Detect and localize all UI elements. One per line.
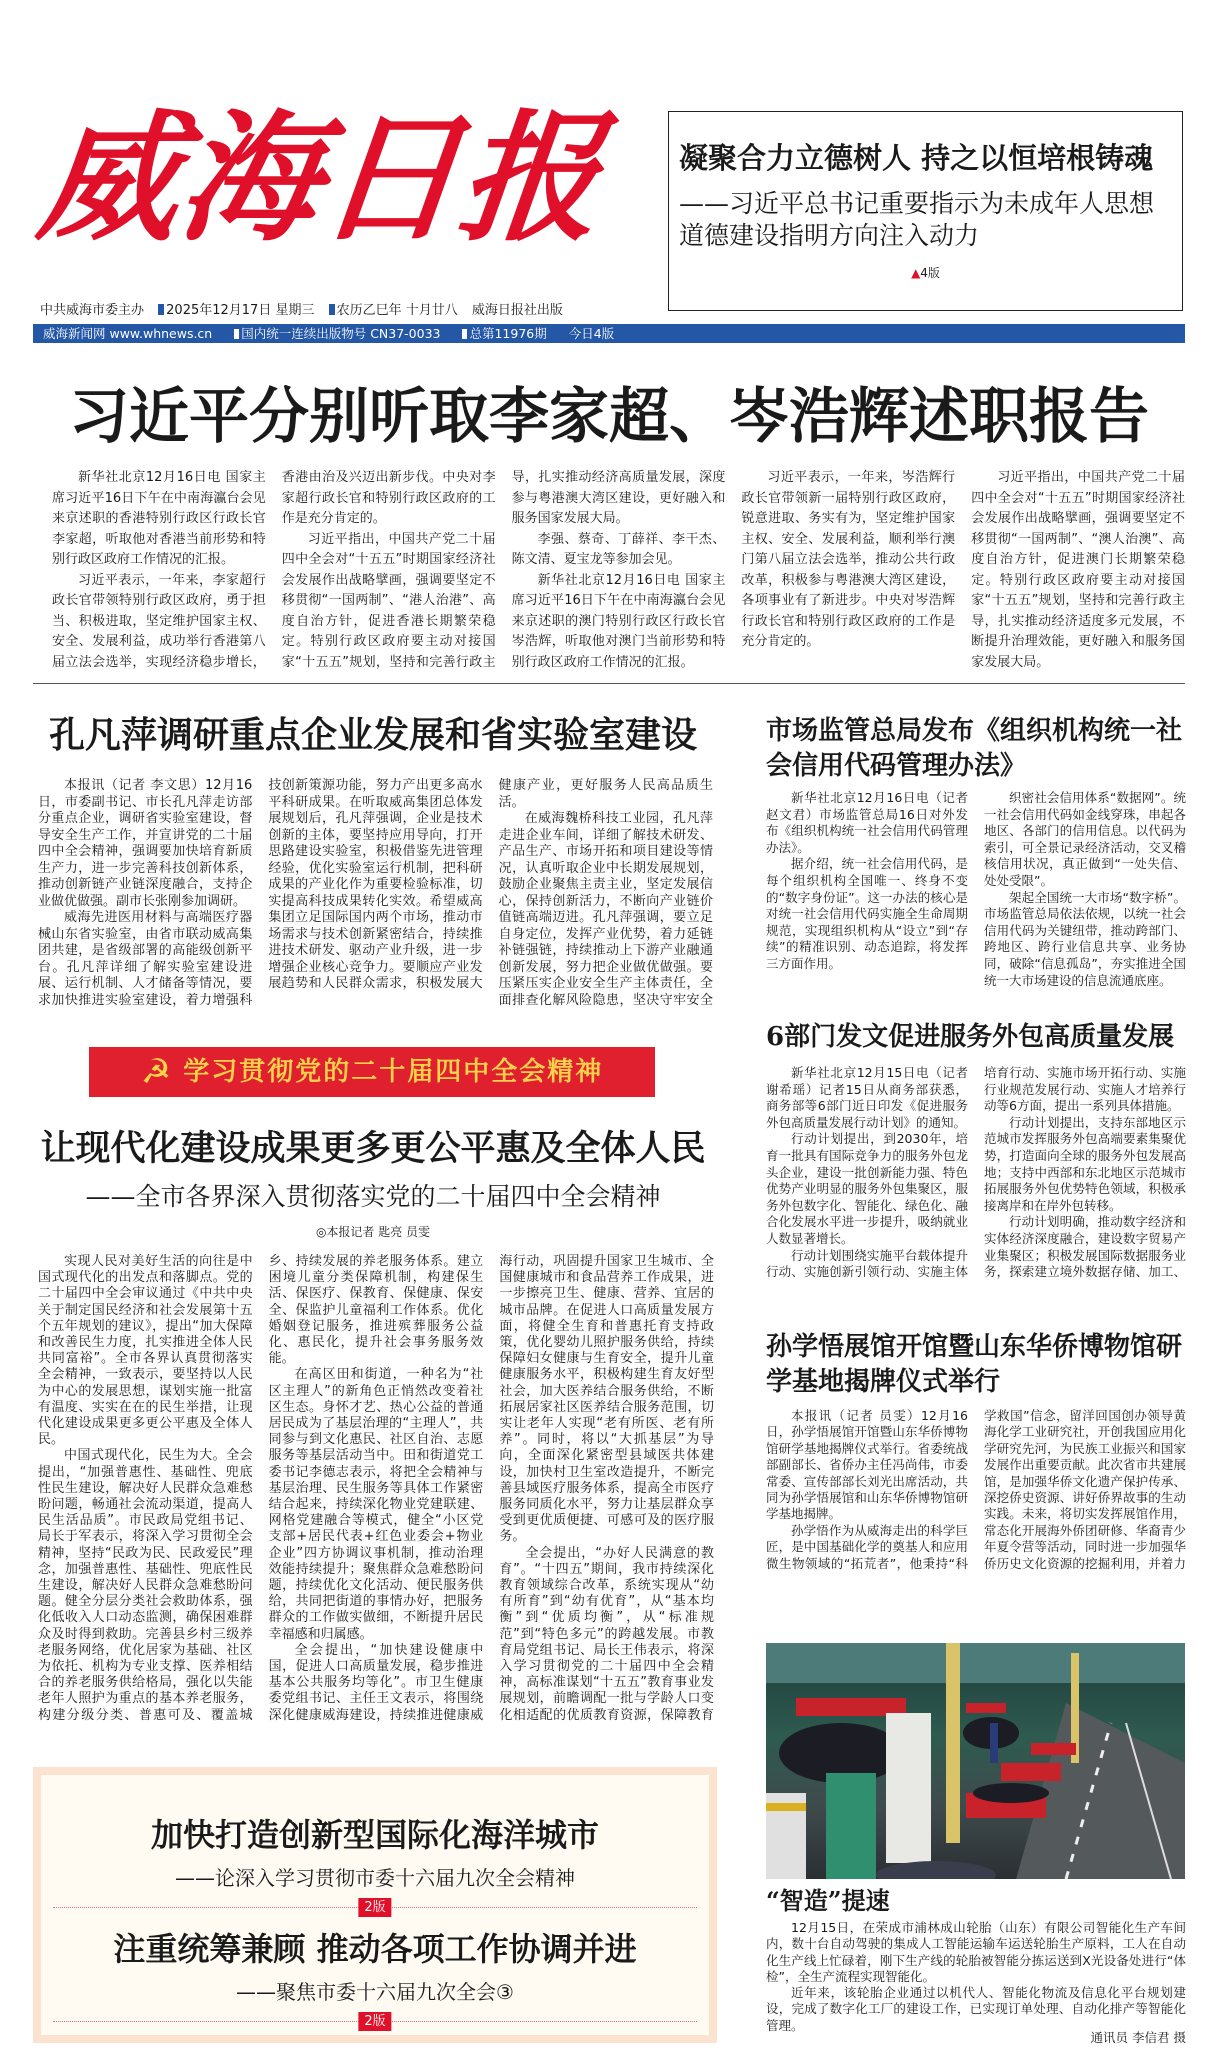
page-tag[interactable]: 2版	[358, 2012, 391, 2031]
page-tag[interactable]: 2版	[358, 1898, 391, 1917]
paragraph: 在威海魏桥科技工业园，孔凡萍走进企业车间，详细了解技术研发、产品生产、市场开拓和项目建设等情况，认真听取企业中长期发展规划，鼓励企业聚焦主责主业，坚定发展信心，保持创新活力，不断向产业链价值链高端迈进。孔凡萍强调，要立足自身定位，发挥产业优势，着力延链补链强链，持续推动上下游产业融通创新发展，努力把企业做优做强。要压紧压实企业安全生产主体责任，全面排查化解风险隐患，坚决守牢安全	[498, 811, 713, 1008]
website-link[interactable]: 威海新闻网 www.whnews.cn	[43, 326, 213, 341]
museum-headline[interactable]: 孙学悟展馆开馆暨山东华侨博物馆研学基地揭牌仪式举行	[766, 1332, 1183, 1397]
kong-article-body	[38, 778, 713, 1010]
paragraph: 全会提出，“加快建设健康中国，促进人口高质量发展，稳步推进基本公共服务均等化”。市卫生健康委党组书记、主任王文表示，将围绕深化健康威海建设，持续推进健康威海行动，巩固提升国家卫生城市、全国健康城市和食品营养工作成果，进一步擦亮卫生、健康、营养、宜居的城市品牌。在促进人口高质量发展方面，将健全生育和普惠托育支持政策，优化婴幼儿照护服务供给，持续保障妇女健康与生育安全，提升儿童健康服务水平，积极构建生育友好型社会，加大医养结合服务供给，不断拓展居家社区医养结合服务范围，切实让老年人实现“老有所医、老有所养”。同时，将以“大抓基层”为导向，全面深化紧密型县域医共体建设，加快村卫生室改造提升，不断完善县域医疗服务体系，提高全市医疗服务同质化水平，努力让基层群众享受到更优质便捷、可感可及的医疗服务。	[268, 1254, 714, 1723]
paragraph: 全会提出，“办好人民满意的教育”。“十四五”期间，我市持续深化教育领域综合改革，系统实现从“幼有所育”到“幼有优育”，从“基本均衡”到“优质均衡”，从“标准规范”到“特色多元”的跨越发展。市教育局党组书记、局长王伟表示，将深入学习贯彻党的二十届四中全会精神，高标准谋划“十五五”教育事业发展规划，前瞻调配一批与学龄人口变化相适配的优质教育资源，保障教育	[499, 1545, 714, 1723]
party-banner	[89, 1047, 655, 1097]
paragraph: 习近平表示，一年来，岑浩辉行政长官带领新一届特别行政区政府，锐意进取、务实有为，坚定维护国家主权、安全、发展利益，顺利举行澳门第八届立法会选举，推动公共行政改革，积极参与粤港澳大湾区建设，各项事业有了新进步。中央对岑浩辉行政长官和特别行政区政府的工作是充分肯定的。	[741, 470, 956, 649]
factory-photo-illustration	[766, 1643, 1185, 1879]
paragraph: 习近平表示，一年来，李家超行政长官带领特别行政区政府，勇于担当、积极进取，坚定维护国家主权、安全、发展利益，成功举行香港第八届立法会选举，实现经济稳步增长，香港由治及兴迈出新步伐。中央对李家超行政长官和特别行政区政府的工作是充分肯定的。	[52, 470, 496, 670]
market-article-body	[766, 790, 1186, 990]
paragraph: 新华社北京12月15日电（记者谢希瑶）记者15日从商务部获悉，商务部等6部门近日印发《促进服务外包高质量发展行动计划》的通知。	[766, 1065, 968, 1130]
feature-byline: ◎本报记者 匙亮 员雯	[315, 1225, 431, 1239]
hammer-sickle-icon: ☭	[140, 1052, 174, 1092]
paragraph: 行动计划围绕实施平台载体提升行动、实施创新引领行动、实施主体培育行动、实施市场开拓行动、实施行业规范发展行动、实施人才培养行动等6方面，提出一系列具体措施。	[766, 1065, 1186, 1280]
paragraph: 习近平指出，中国共产党二十届四中全会对“十五五”时期国家经济社会发展作出战略擘画，强调要坚定不移贯彻“一国两制”、“港人治港”、高度自治方针，促进香港长期繁荣稳定。特别行政区政府要主动对接国家“十五五”规划，坚持和完善行政主导，扎实推动经济高质量发展，深度参与粤港澳大湾区建设，更好融入和服务国家发展大局。	[281, 470, 726, 670]
paragraph: 本报讯（记者 李文思）12月16日，市委副书记、市长孔凡萍走访部分重点企业，调研省实验室建设，督导安全生产工作，并宣讲党的二十届四中全会精神，强调要加快培育新质生产力，进一步完善科技创新体系，推动创新链产业链深度融合，支持企业做优做强。副市长张刚参加调研。	[38, 778, 253, 909]
market-headline[interactable]: 市场监管总局发布《组织机构统一社会信用代码管理办法》	[766, 716, 1183, 781]
newspaper-logo: 威海日报	[31, 97, 609, 261]
paragraph: 实现人民对美好生活的向往是中国式现代化的出发点和落脚点。党的二十届四中全会审议通过《中共中央关于制定国民经济和社会发展第十五个五年规划的建议》，提出“加大保障和改善民生力度，扎实推进全体人民共同富裕”。全市各界认真贯彻落实全会精神，一致表示，要坚持以人民为中心的发展思想，谋划实施一批富有温度、实实在在的民生举措，让现代化建设成果更多更公平惠及全体人民。	[38, 1254, 253, 1448]
feature-article-body	[38, 1254, 714, 1726]
paragraph: 本报讯（记者 员雯）12月16日，孙学悟展馆开馆暨山东华侨博物馆研学基地揭牌仪式举行。省委统战部副部长、省侨办主任冯尚伟，市委常委、宣传部部长刘光出席活动，共同为孙学悟展馆和山东华侨博物馆研学基地揭牌。	[766, 1408, 968, 1522]
paragraph: 行动计划明确，推动数字经济和实体经济深度融合，建设数字贸易产业集聚区；积极发展国际数据服务业务，探索建立境外数据存储、加工、	[984, 1214, 1186, 1280]
publisher: 威海日报社出版	[471, 303, 563, 318]
masthead-info	[40, 303, 573, 319]
paragraph: 习近平指出，中国共产党二十届四中全会对“十五五”时期国家经济社会发展作出战略擘画，强调要坚定不移贯彻“一国两制”、“澳人治澳”、高度自治方针，促进澳门长期繁荣稳定。特别行政区政府要主动对接国家“十五五”规划，坚持和完善行政主导，扎实推动经济适度多元发展，不断提升治理效能，更好融入和服务国家发展大局。	[971, 470, 1185, 670]
page-reference[interactable]: ▲4版	[911, 266, 940, 280]
divider	[33, 683, 1185, 684]
paragraph: 孙学悟作为从威海走出的科学巨匠，是中国基础化学的奠基人和应用微生物领域的“拓荒者”，他秉持“科学救国”信念，留洋回国创办领导黄海化学工业研究社，开创我国应用化学研究先河，为民族工业振兴和国家发展作出重要贡献。此次省市共建展馆，是加强华侨文化遗产保护传承、深挖侨史资源、讲好侨界故事的生动实践。未来，将切实发挥展馆作用，常态化开展海外侨团研修、华裔青少年夏令营等活动，同时进一步加强华侨历史文化资源的挖掘利用，并着力	[766, 1408, 1186, 1571]
banner-text: 学习贯彻党的二十届四中全会精神	[183, 1057, 604, 1087]
issue-number: 总第11976期	[462, 326, 546, 341]
paragraph: 行动计划提出，到2030年，培育一批具有国际竞争力的服务外包龙头企业，建设一批创新能力强、特色优势产业明显的服务外包集聚区，服务外包数字化、智能化、绿色化、融合化发展水平进一步提升，吸纳就业人数显著增长。	[766, 1131, 968, 1246]
factory-photo	[766, 1643, 1185, 1879]
paragraph: 新华社北京12月16日电 国家主席习近平16日下午在中南海瀛台会见来京述职的香港特别行政区行政长官李家超，听取他对香港当前形势和特别行政区政府工作情况的汇报。	[52, 470, 266, 567]
triangle-icon: ▲	[911, 266, 921, 280]
feature-subtitle: ——全市各界深入贯彻落实党的二十届四中全会精神	[85, 1182, 661, 1211]
issue-date: 2025年12月17日 星期三	[158, 303, 314, 318]
outsourcing-article-body	[766, 1065, 1186, 1297]
sponsor: 中共威海市委主办	[40, 303, 145, 318]
paragraph: 威海先进医用材料与高端医疗器械山东省实验室，由省市联动威高集团共建，是省级部署的高能级创新平台。孔凡萍详细了解实验室建设进展、运行机制、人才储备等情况，要求加快推进实验室建设，着力增强科技创新策源功能，努力产出更多高水平科研成果。在听取威高集团总体发展规划后，孔凡萍强调，企业是技术创新的主体，要坚持应用导向，打开思路建设实验室，积极借鉴先进管理经验，优化实验室运行机制，把科研成果的产业化作为重要检验标准，切实提高科技成果转化实效。希望威高集团立足国际国内两个市场，推动市场需求与技术创新紧密结合，持续推进技术研发、驱动产业升级，进一步增强企业核心竞争力。要顺应产业发展趋势和人民群众需求，积极发展大健康产业，更好服务人民高品质生活。	[38, 778, 713, 1008]
feature-headline[interactable]: 让现代化建设成果更多更公平惠及全体人民	[40, 1128, 706, 1169]
paragraph: 据介绍，统一社会信用代码，是每个组织机构全国唯一、终身不变的“数字身份证”。这一办法的核心是对统一社会信用代码实施全生命周期规范，实现组织机构从“设立”到“存续”的精准识别、动态追踪，将发挥三方面作用。	[766, 856, 968, 971]
top-story-title: 凝聚合力立德树人 持之以恒培根铸魂	[679, 141, 1154, 175]
paragraph: 架起全国统一大市场“数字桥”。市场监管总局依法依规，以统一社会信用代码为关键纽带，推动跨部门、跨地区、跨行业信息共享、业务协同，破除“信息孤岛”，夯实推进全国统一大市场建设的信息流通底座。	[984, 889, 1186, 988]
paragraph: 中国式现代化，民生为大。全会提出，“加强普惠性、基础性、兜底性民生建设，解决好人民群众急难愁盼问题，畅通社会流动渠道，提高人民生活品质”。市民政局党组书记、局长于军表示，将深入学习贯彻全会精神，坚持“民政为民、民政爱民”理念，加强普惠性、基础性、兜底性民生建设，解决好人民群众急难愁盼问题。健全分层分类社会救助体系，强化低收入人口动态监测，确保困难群众及时得到救助。完善县乡村三级养老服务网络，优化居家为基础、社区为依托、机构为专业支撑、医养相结合的养老服务供给格局，强化以失能老年人照护为重点的基本养老服务，构建分级分类、普惠可及、覆盖城乡、持续发展的养老服务体系。建立困境儿童分类保障机制，构建保生活、保医疗、保教育、保健康、保安全、保监护儿童福利工作体系。优化婚姻登记服务，推进殡葬服务公益化、惠民化，提升社会事务服务效能。	[38, 1254, 484, 1723]
caption-paragraph: 近年来，该轮胎企业通过以机代人、智能化物流及信息化平台规划建设，完成了数字化工厂的建设工作，已实现订单处理、自动化排产等智能化管理。	[766, 1985, 1186, 2033]
outsourcing-headline[interactable]: 6部门发文促进服务外包高质量发展	[766, 1022, 1175, 1052]
kong-headline[interactable]: 孔凡萍调研重点企业发展和省实验室建设	[48, 714, 697, 756]
paragraph: 李强、蔡奇、丁薛祥、李干杰、陈文清、夏宝龙等参加会见。	[511, 531, 726, 567]
paragraph: 织密社会信用体系“数据网”。统一社会信用代码如金线穿珠，串起各地区、各部门的信用信息。以代码为索引，可全景记录经济活动，交叉稽核信用状况，真正做到“一处失信、处处受限”。	[984, 790, 1186, 888]
info-bar	[33, 324, 1185, 343]
paragraph: 新华社北京12月16日电（记者赵文君）市场监管总局16日对外发布《组织机构统一社会信用代码管理办法》。	[766, 790, 968, 855]
photo-caption	[766, 1920, 1186, 2034]
serial-number: 国内统一连续出版物号 CN37-0033	[234, 326, 440, 341]
paragraph: 在高区田和街道，一种名为“社区主理人”的新角色正悄然改变着社区生态。身怀才艺、热心公益的普通居民成为了基层治理的“主理人”，共同参与到文化惠民、社区自治、志愿服务等基层活动当中。田和街道党工委书记李德志表示，将把全会精神与基层治理、民生服务等具体工作紧密结合起来，持续深化物业党建联建、网格党建融合等模式，健全“小区党支部+居民代表+红色业委会+物业企业”四方协调议事机制，推动治理效能持续提升；聚焦群众急难愁盼问题，持续优化文化活动、便民服务供给，共同把街道的事情办好，把服务群众的工作做实做细，不断提升居民幸福感和归属感。	[268, 1367, 484, 1642]
promo-title[interactable]: 注重统筹兼顾 推动各项工作协调并进	[113, 1930, 637, 1968]
photo-title: “智造”提速	[766, 1886, 890, 1915]
top-story-subtitle: ——习近平总书记重要指示为未成年人思想道德建设指明方向注入动力	[679, 189, 1155, 250]
lunar-date: 农历乙巳年 十月廿八	[329, 303, 458, 318]
promo-title[interactable]: 加快打造创新型国际化海洋城市	[150, 1816, 599, 1854]
lead-article-body	[52, 468, 1185, 673]
top-story-box[interactable]	[668, 111, 1183, 311]
lead-headline[interactable]: 习近平分别听取李家超、岑浩辉述职报告	[69, 382, 1149, 452]
paragraph: 行动计划提出，支持东部地区示范城市发挥服务外包高端要素集聚优势，打造面向全球的服务外包发展高地；支持中西部和东北地区示范城市拓展服务外包优势特色领域，积极承接离岸和在岸外包转移。	[984, 1114, 1186, 1213]
inside-pages-promo	[33, 1767, 717, 2043]
paragraph: 新华社北京12月16日电 国家主席习近平16日下午在中南海瀛台会见来京述职的澳门特别行政区行政长官岑浩辉，听取他对澳门当前形势和特别行政区政府工作情况的汇报。	[511, 572, 726, 670]
promo-subtitle: ——论深入学习贯彻市委十六届九次全会精神	[175, 1866, 575, 1890]
page-count: 今日4版	[568, 326, 615, 341]
museum-article-body	[766, 1408, 1186, 1588]
caption-paragraph: 12月15日，在荣成市浦林成山轮胎（山东）有限公司智能化生产车间内，数十台自动驾驶的集成人工智能运输车运送轮胎生产原料，工人在自动化生产线上忙碌着，刚下生产线的轮胎被智能分拣运送到X光设备处进行“体检”，全生产流程实现智能化。	[766, 1920, 1186, 1984]
promo-subtitle: ——聚焦市委十六届九次全会③	[236, 1980, 514, 2004]
photo-credit: 通讯员 李信君 摄	[1090, 2030, 1186, 2045]
